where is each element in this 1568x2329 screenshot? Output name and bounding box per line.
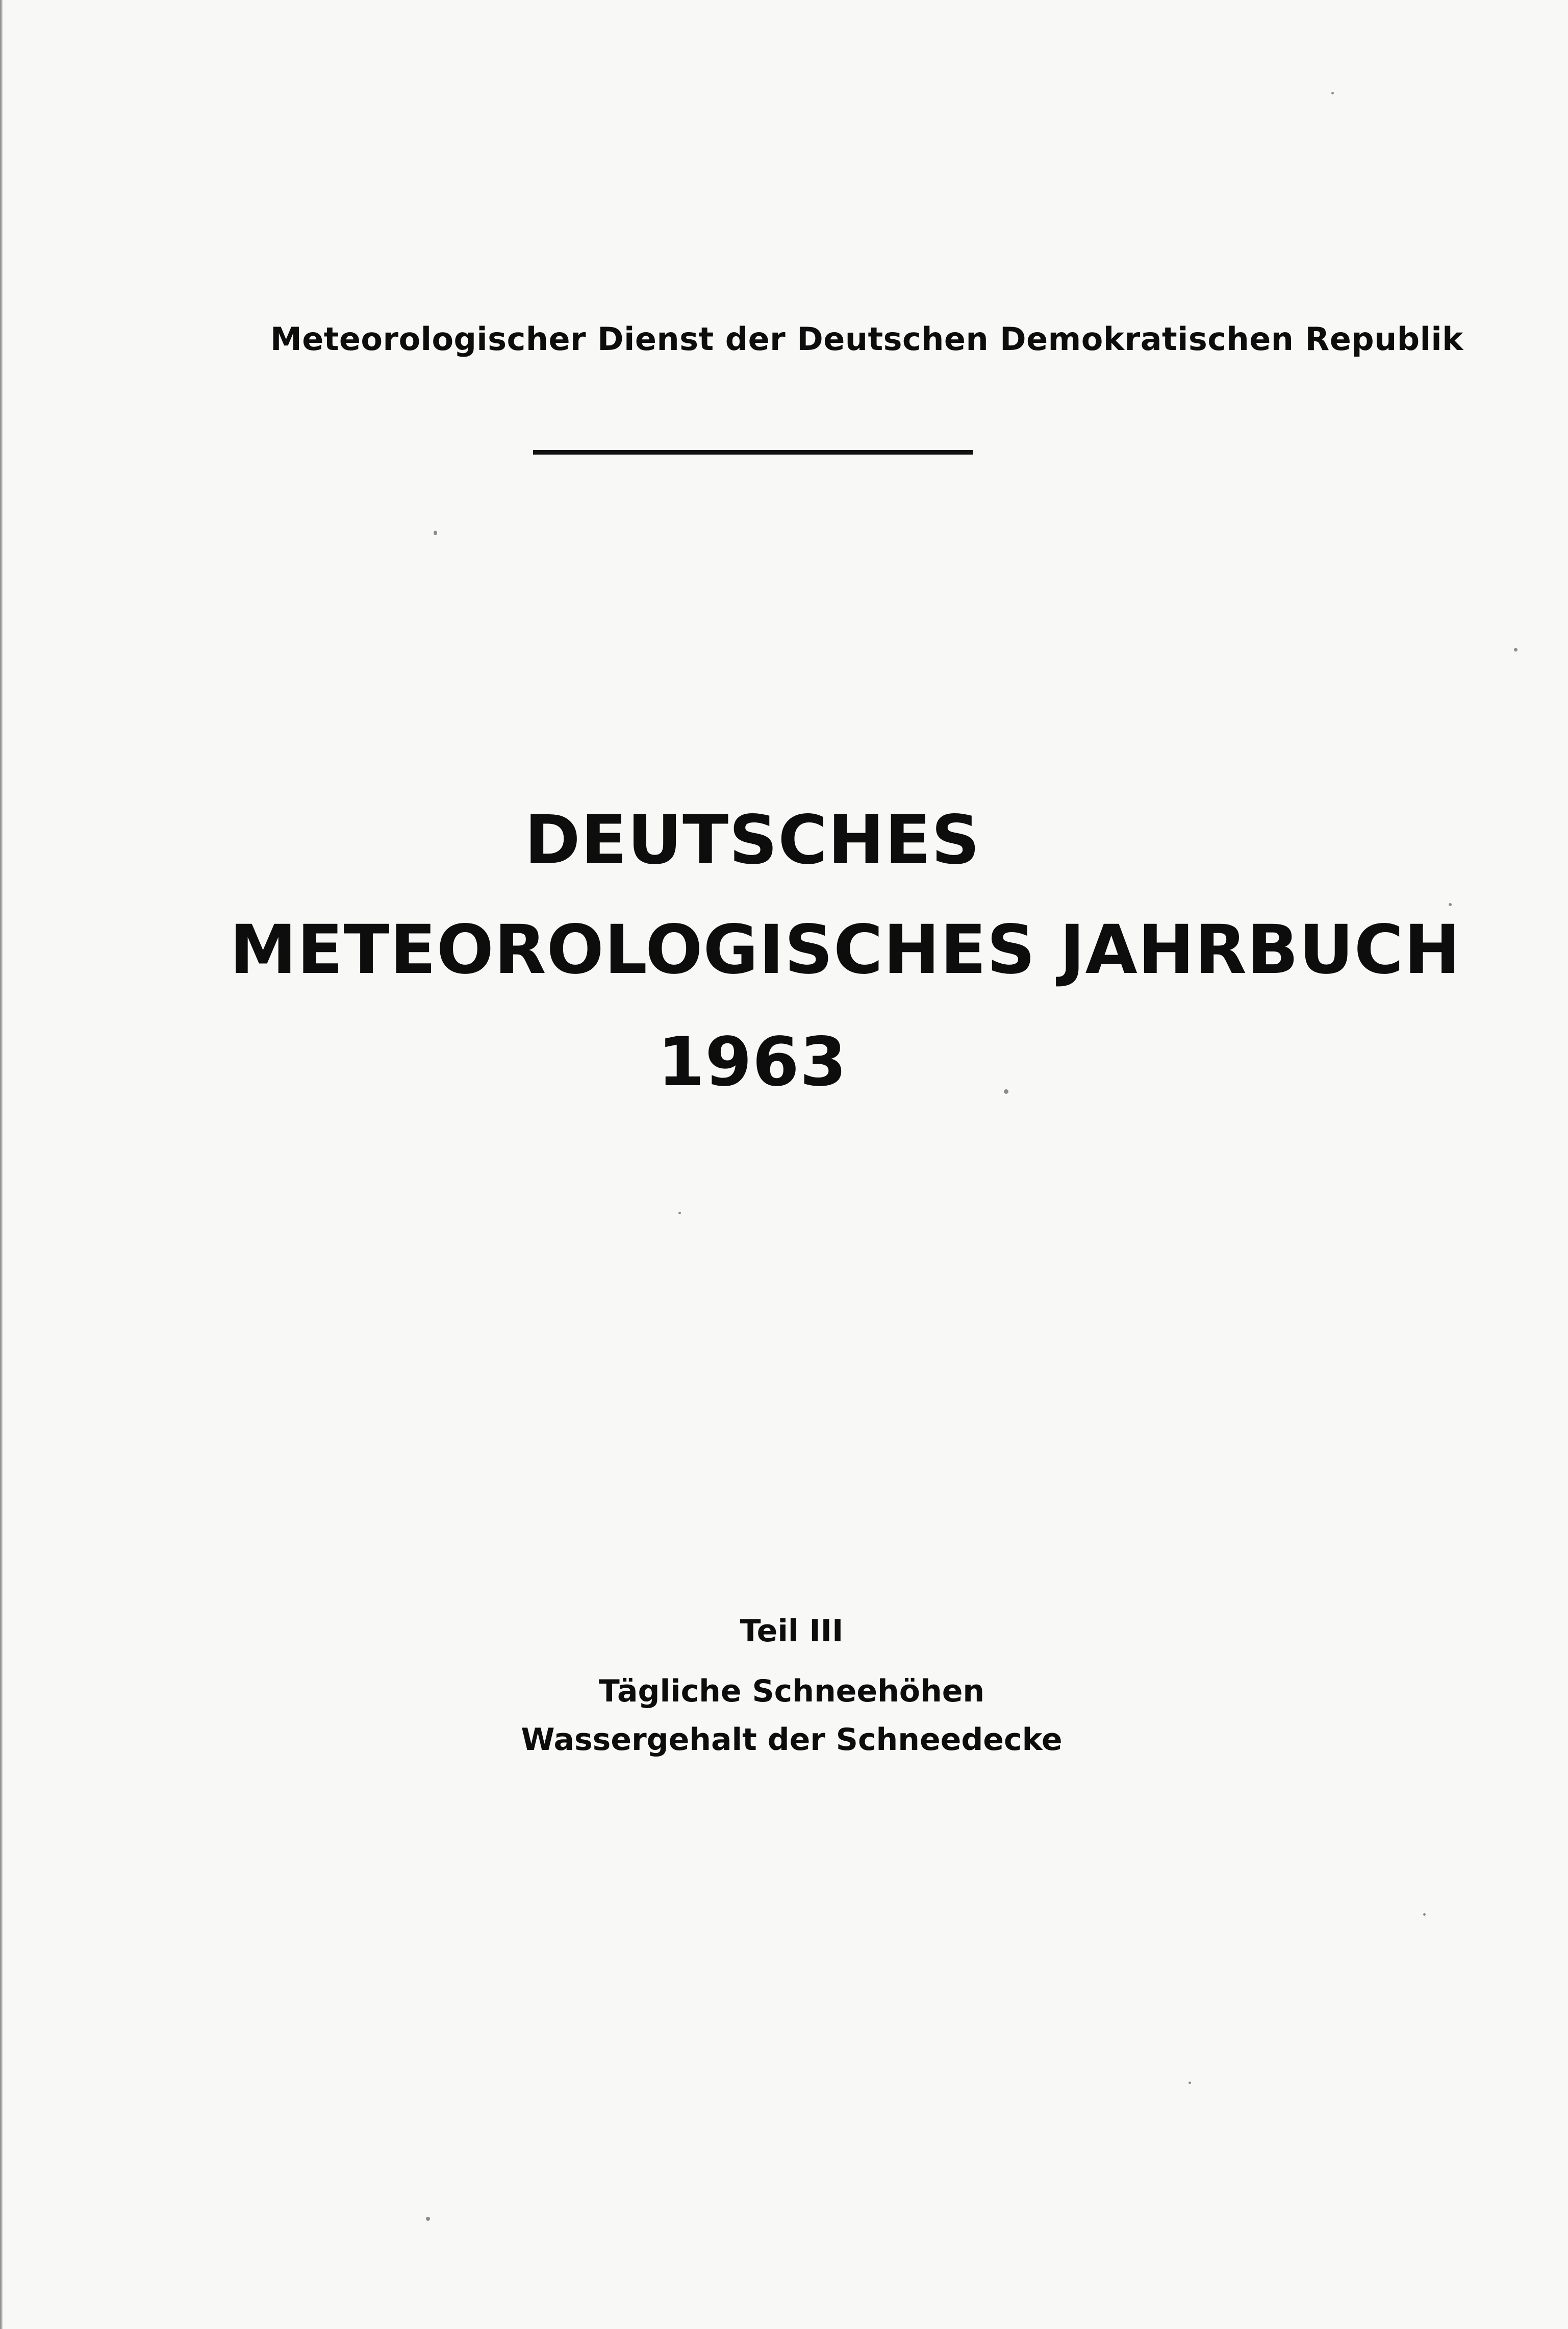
subtitle-line-1: Tägliche Schneehöhen — [598, 1673, 985, 1709]
issuing-agency: Meteorologischer Dienst der Deutschen Demokratischen Republik — [270, 320, 1463, 358]
title-line-1: DEUTSCHES — [524, 801, 980, 880]
page-edge-shadow — [0, 0, 3, 2329]
title-year: 1963 — [657, 1023, 847, 1101]
scan-speck — [1188, 2082, 1191, 2084]
scan-speck — [434, 531, 437, 535]
scan-speck — [426, 2217, 430, 2221]
scan-speck — [678, 1212, 681, 1214]
part-number: Teil III — [740, 1613, 844, 1649]
subtitle-line-2: Wassergehalt der Schneedecke — [521, 1722, 1063, 1758]
title-line-2: METEOROLOGISCHES JAHRBUCH — [230, 911, 1461, 989]
scan-speck — [1423, 1913, 1426, 1916]
scan-speck — [1331, 92, 1334, 94]
scan-speck — [1449, 903, 1452, 906]
scan-speck — [1514, 648, 1518, 652]
horizontal-rule — [533, 450, 973, 455]
